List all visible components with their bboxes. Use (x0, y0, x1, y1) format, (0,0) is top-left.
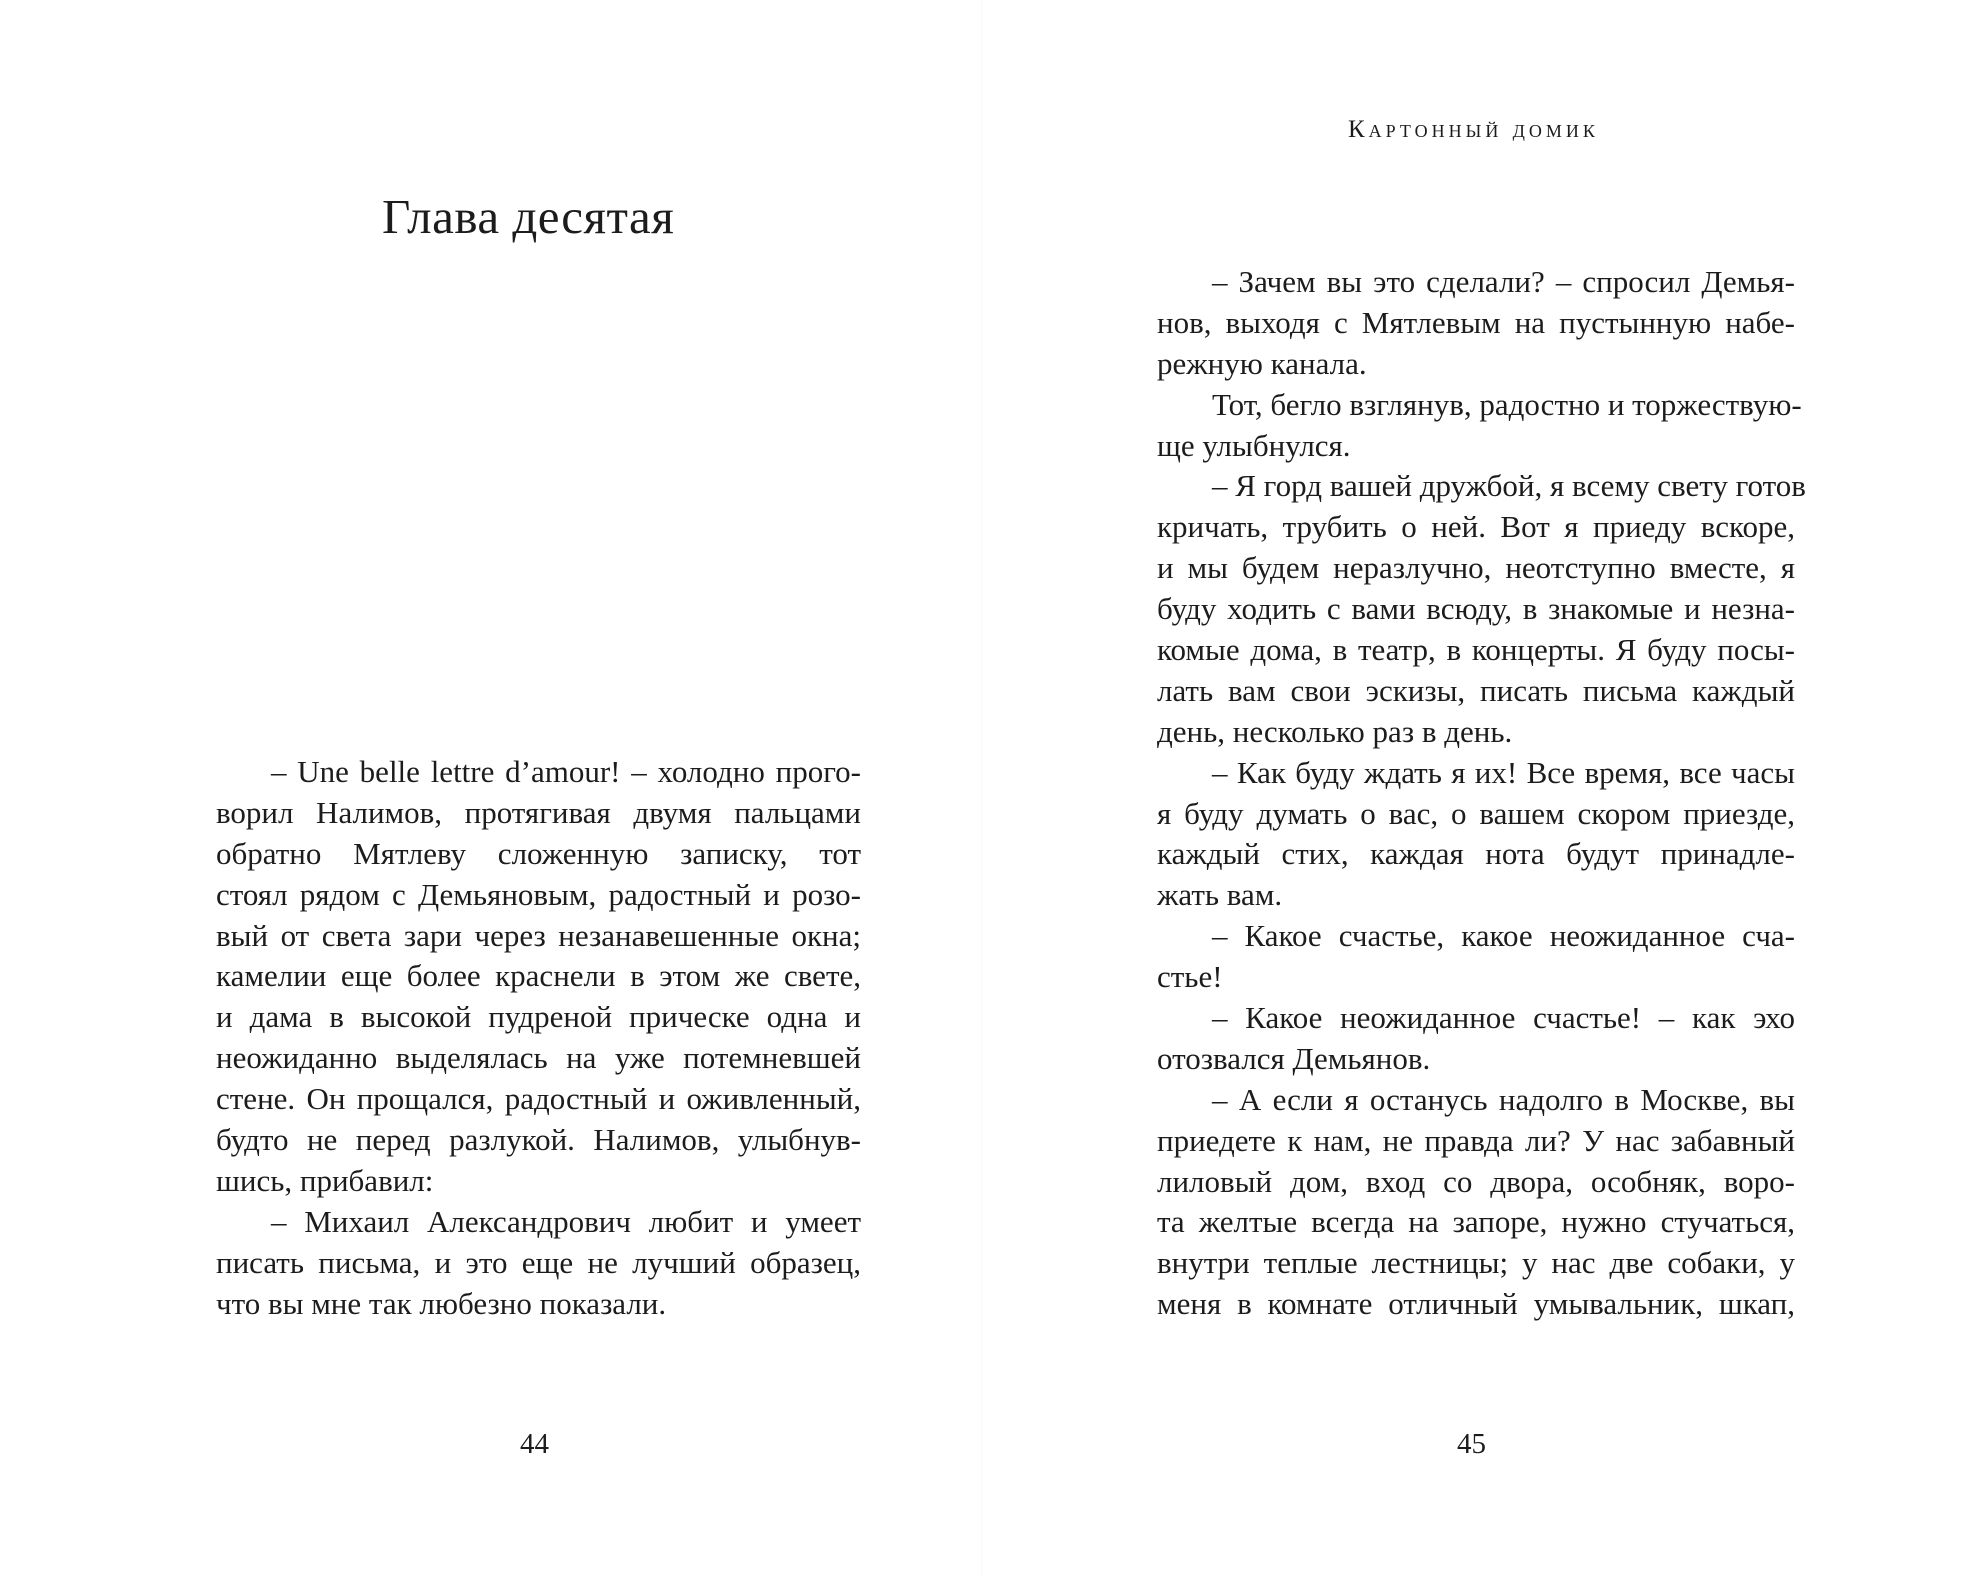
text-line: будто не перед разлукой. Налимов, улыбнув- (216, 1122, 861, 1158)
right-page (982, 0, 1964, 1576)
text-line: жать вам. (1157, 877, 1283, 913)
text-line: и дама в высокой пудреной прическе одна и (216, 999, 861, 1035)
chapter-title: Глава десятая (382, 189, 675, 244)
text-line: вый от света зари через незанавешенные окна; (216, 917, 861, 953)
text-line: день, несколько раз в день. (1157, 713, 1513, 749)
text-line: режную канала. (1157, 345, 1367, 381)
text-line: – Какое счастье, какое неожиданное сча- (1212, 918, 1795, 954)
page-number-right: 45 (1457, 1428, 1486, 1460)
text-line: и мы будем неразлучно, неотступно вместе, я (1157, 550, 1795, 586)
text-line: ще улыбнулся. (1157, 427, 1351, 463)
text-line: стене. Он прощался, радостный и оживленный, (216, 1081, 861, 1117)
text-line: я буду думать о вас, о вашем скором приезде, (1157, 795, 1795, 831)
text-line: камелии еще более краснели в этом же свете, (216, 958, 861, 994)
text-line: каждый стих, каждая нота будут принадле- (1157, 836, 1795, 872)
text-line: – Зачем вы это сделали? – спросил Демья- (1212, 264, 1795, 299)
text-line: – А если я останусь надолго в Москве, вы (1212, 1081, 1795, 1117)
text-line: приедете к нам, не правда ли? У нас забавный (1157, 1122, 1795, 1158)
text-line: меня в комнате отличный умывальник, шкап, (1157, 1286, 1795, 1322)
page-number-left: 44 (520, 1428, 549, 1460)
text-line: обратно Мятлеву сложенную записку, тот (216, 835, 861, 871)
text-line: – Как буду ждать я их! Все время, все часы (1212, 754, 1795, 790)
text-line: – Какое неожиданное счастье! – как эхо (1212, 1000, 1795, 1036)
text-line: – Михаил Александрович любит и умеет (271, 1203, 861, 1239)
text-line: стоял рядом с Демьяновым, радостный и розо- (216, 876, 861, 912)
text-line: нов, выходя с Мятлевым на пустынную набе- (1157, 304, 1795, 340)
text-line: лиловый дом, вход со двора, особняк, воро- (1157, 1163, 1795, 1199)
text-line: что вы мне так любезно показали. (216, 1285, 667, 1321)
text-line: буду ходить с вами всюду, в знакомые и незна- (1157, 591, 1795, 627)
right-page-text (1157, 262, 1806, 1325)
text-line: писать письма, и это еще не лучший образец, (216, 1244, 861, 1280)
text-line: шись, прибавил: (216, 1162, 434, 1198)
text-line: ворил Налимов, протягивая двумя пальцами (216, 794, 861, 830)
text-line: – Une belle lettre d’amour! – холодно прого- (271, 754, 861, 789)
text-line: кричать, трубить о ней. Вот я приеду вскоре, (1157, 509, 1795, 545)
text-line: стье! (1157, 959, 1223, 995)
text-line: лать вам свои эскизы, писать письма каждый (1157, 672, 1795, 708)
text-line: та желтые всегда на запоре, нужно стучаться, (1157, 1204, 1795, 1240)
text-line: неожиданно выделялась на уже потемневшей (216, 1040, 861, 1076)
text-line: внутри теплые лестницы; у нас две собаки, у (1157, 1245, 1795, 1281)
text-line: – Я горд вашей дружбой, я всему свету готов (1212, 468, 1806, 504)
text-line: Тот, бегло взглянув, радостно и торжествую- (1212, 386, 1802, 422)
running-head: Картонный домик (1348, 116, 1599, 143)
text-line: комые дома, в театр, в концерты. Я буду посы- (1157, 632, 1795, 668)
left-page-text (216, 752, 861, 1324)
text-line: отозвался Демьянов. (1157, 1040, 1431, 1076)
